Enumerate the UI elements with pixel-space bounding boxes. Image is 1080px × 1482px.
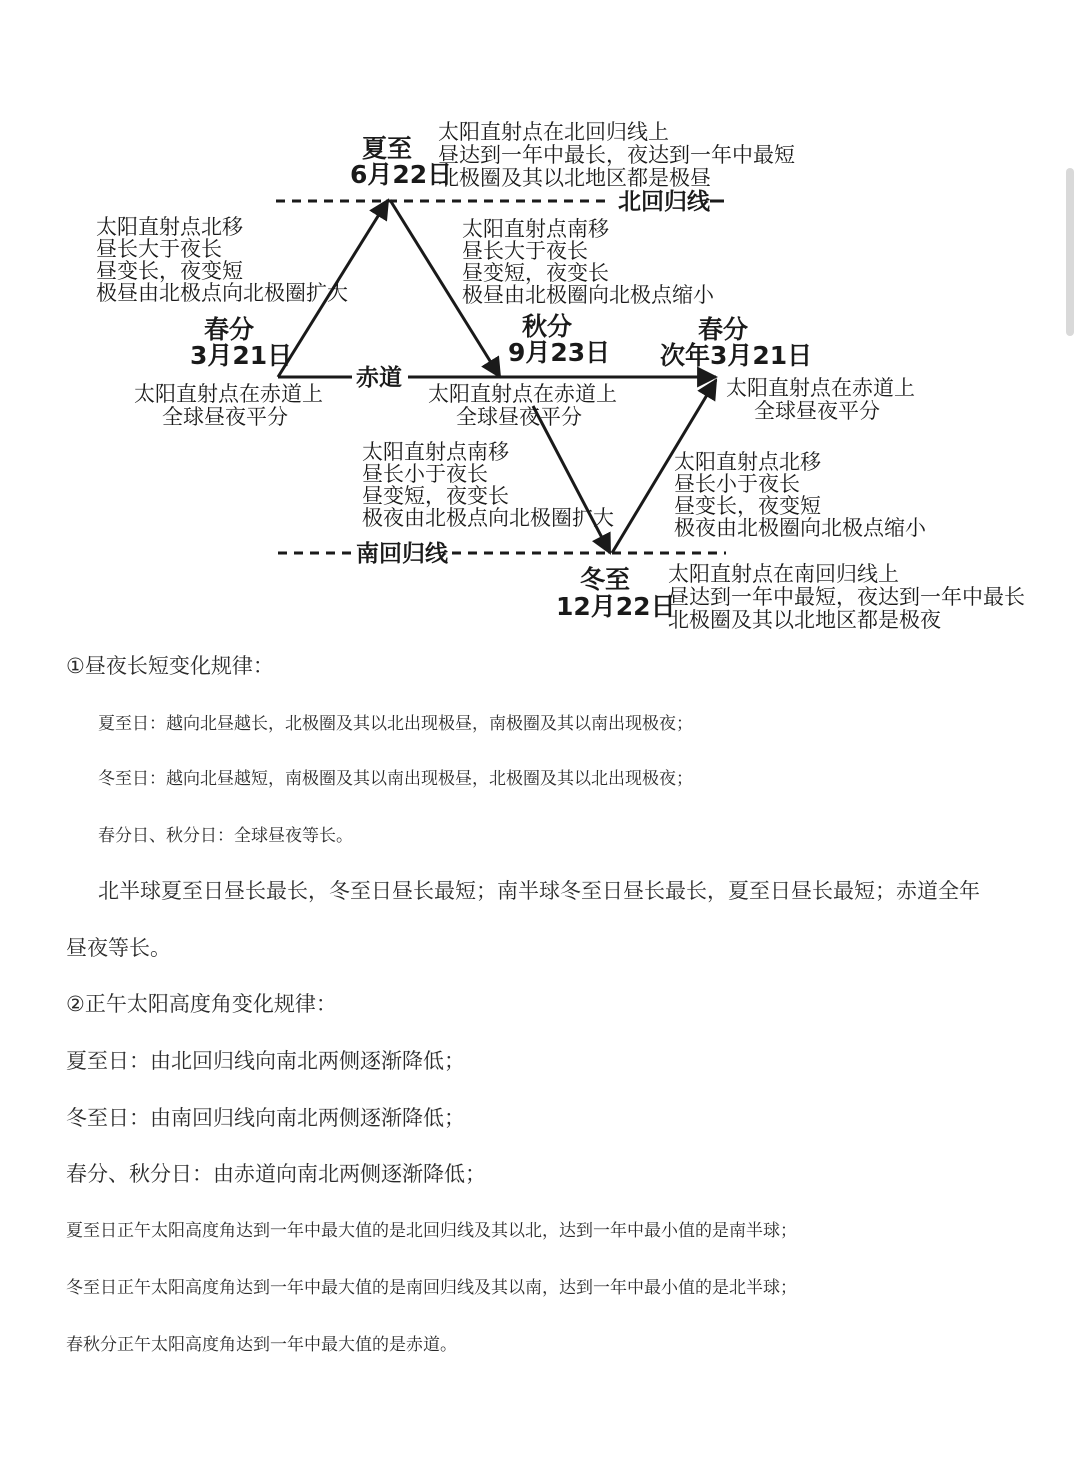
autumn-note: 全球昼夜平分 — [456, 405, 582, 429]
tropic-cancer-label: 北回归线 — [618, 189, 710, 215]
winter-to-spring-note: 太阳直射点北移 — [674, 450, 821, 474]
autumn-to-winter-note: 昼长小于夜长 — [362, 462, 488, 486]
spring-to-summer-note: 昼长大于夜长 — [96, 237, 222, 261]
summer-to-autumn-note: 极昼由北极圈向北极点缩小 — [462, 283, 714, 307]
winter-solstice-name: 冬至 — [580, 565, 631, 594]
summer-solstice-name: 夏至 — [362, 134, 413, 163]
winter-to-spring-note: 昼长小于夜长 — [674, 472, 800, 496]
next-spring-equinox-name: 春分 — [698, 315, 749, 344]
next-spring-equinox-date: 次年3月21日 — [660, 341, 813, 370]
autumn-equinox-name: 秋分 — [522, 312, 573, 341]
spring-equinox-name: 春分 — [204, 315, 255, 344]
summer-solstice-date: 6月22日 — [350, 160, 453, 189]
equator-label: 赤道 — [356, 365, 402, 391]
summer-note: 太阳直射点在北回归线上 — [438, 120, 669, 144]
winter-note: 太阳直射点在南回归线上 — [668, 562, 899, 586]
autumn-to-winter-note: 太阳直射点南移 — [362, 440, 509, 464]
paragraph-winter-max-angle: 冬至日正午太阳高度角达到一年中最大值的是南回归线及其以南，达到一年中最小值的是北半球； — [66, 1278, 797, 1298]
spring-note: 全球昼夜平分 — [162, 405, 288, 429]
winter-note: 昼达到一年中最短，夜达到一年中最长 — [668, 585, 1025, 609]
paragraph-equinox-max-angle: 春秋分正午太阳高度角达到一年中最大值的是赤道。 — [66, 1335, 457, 1355]
paragraph-equinox-day: 春分日、秋分日：全球昼夜等长。 — [98, 826, 353, 846]
section-heading-day-length: ①昼夜长短变化规律： — [66, 654, 274, 678]
winter-to-spring-note: 极夜由北极圈向北极点缩小 — [674, 516, 926, 540]
section-heading-noon-sun-angle: ②正午太阳高度角变化规律： — [66, 992, 337, 1016]
summer-note: 北极圈及其以北地区都是极昼 — [438, 166, 711, 190]
paragraph-winter-noon-angle: 冬至日：由南回归线向南北两侧逐渐降低； — [66, 1106, 465, 1130]
autumn-to-winter-note: 极夜由北极点向北极圈扩大 — [362, 506, 614, 530]
next-spring-note: 太阳直射点在赤道上 — [726, 376, 915, 400]
summer-to-autumn-note: 太阳直射点南移 — [462, 217, 609, 241]
winter-solstice-date: 12月22日 — [556, 592, 676, 621]
summer-note: 昼达到一年中最长，夜达到一年中最短 — [438, 143, 795, 167]
paragraph-hemisphere-summary-cont: 昼夜等长。 — [66, 936, 171, 960]
spring-note: 太阳直射点在赤道上 — [134, 382, 323, 406]
spring-to-summer-note: 昼变长，夜变短 — [96, 259, 243, 283]
paragraph-winter-solstice-day: 冬至日：越向北昼越短，南极圈及其以南出现极昼，北极圈及其以北出现极夜； — [98, 769, 693, 789]
paragraph-summer-max-angle: 夏至日正午太阳高度角达到一年中最大值的是北回归线及其以北，达到一年中最小值的是南半球； — [66, 1221, 797, 1241]
spring-to-summer-note: 太阳直射点北移 — [96, 215, 243, 239]
paragraph-summer-noon-angle: 夏至日：由北回归线向南北两侧逐渐降低； — [66, 1049, 465, 1073]
spring-equinox-date: 3月21日 — [190, 341, 293, 370]
summer-to-autumn-note: 昼长大于夜长 — [462, 239, 588, 263]
next-spring-note: 全球昼夜平分 — [754, 399, 880, 423]
summer-to-autumn-note: 昼变短，夜变长 — [462, 261, 609, 285]
winter-to-spring-note: 昼变长，夜变短 — [674, 494, 821, 518]
spring-to-summer-note: 极昼由北极点向北极圈扩大 — [96, 281, 348, 305]
paragraph-hemisphere-summary: 北半球夏至日昼长最长，冬至日昼长最短；南半球冬至日昼长最长，夏至日昼长最短；赤道全年 — [98, 879, 980, 903]
solar-terms-diagram — [0, 0, 1080, 640]
paragraph-summer-solstice-day: 夏至日：越向北昼越长，北极圈及其以北出现极昼，南极圈及其以南出现极夜； — [98, 714, 693, 734]
autumn-equinox-date: 9月23日 — [508, 338, 611, 367]
winter-note: 北极圈及其以北地区都是极夜 — [668, 608, 941, 632]
autumn-to-winter-note: 昼变短，夜变长 — [362, 484, 509, 508]
autumn-note: 太阳直射点在赤道上 — [428, 382, 617, 406]
paragraph-equinox-noon-angle: 春分、秋分日：由赤道向南北两侧逐渐降低； — [66, 1162, 486, 1186]
tropic-capricorn-label: 南回归线 — [356, 541, 448, 567]
